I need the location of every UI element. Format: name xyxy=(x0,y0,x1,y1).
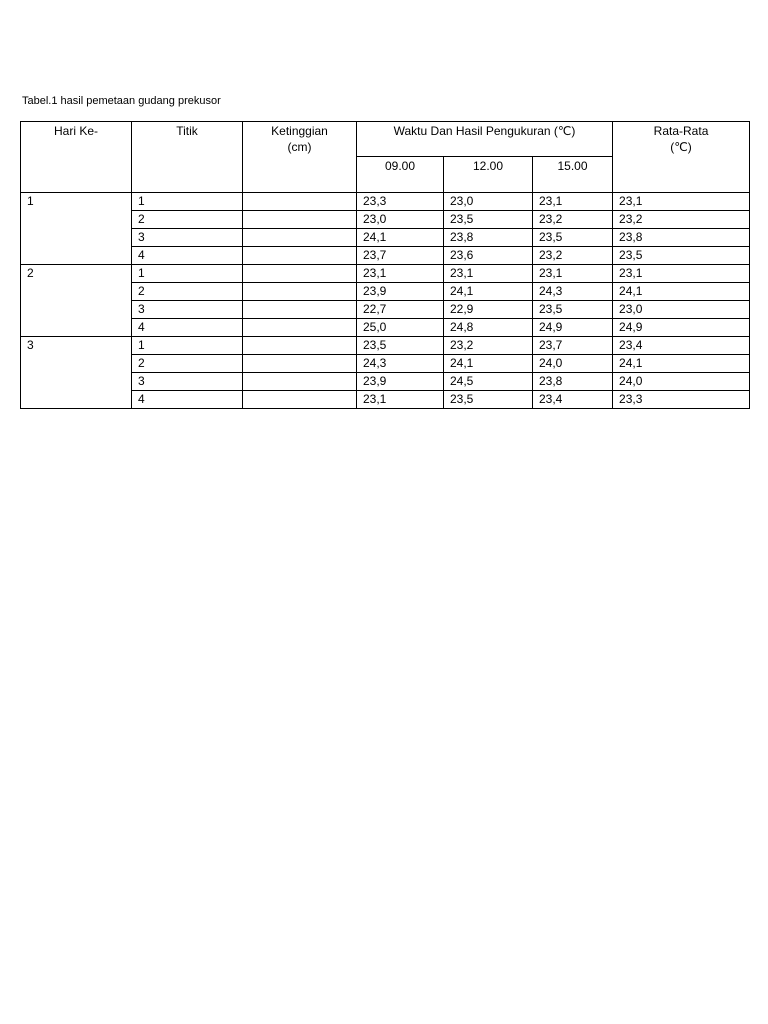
header-time-1500: 15.00 xyxy=(533,157,613,193)
cell-value-1200: 23,8 xyxy=(444,229,533,247)
header-time-0900: 09.00 xyxy=(357,157,444,193)
cell-value-1200: 22,9 xyxy=(444,301,533,319)
cell-ketinggian xyxy=(243,355,357,373)
cell-value-1200: 23,2 xyxy=(444,337,533,355)
cell-value-1500: 24,9 xyxy=(533,319,613,337)
cell-rata-rata: 23,1 xyxy=(613,265,750,283)
cell-value-1200: 23,6 xyxy=(444,247,533,265)
cell-value-0900: 22,7 xyxy=(357,301,444,319)
cell-value-1500: 23,2 xyxy=(533,211,613,229)
cell-hari: 3 xyxy=(21,337,132,409)
cell-value-1500: 23,5 xyxy=(533,301,613,319)
cell-value-1200: 24,1 xyxy=(444,283,533,301)
cell-titik: 4 xyxy=(132,391,243,409)
cell-value-1200: 24,8 xyxy=(444,319,533,337)
cell-value-0900: 23,1 xyxy=(357,391,444,409)
cell-ketinggian xyxy=(243,247,357,265)
table-row xyxy=(21,193,750,211)
cell-rata-rata: 24,1 xyxy=(613,355,750,373)
table-body xyxy=(21,193,750,409)
cell-value-0900: 25,0 xyxy=(357,319,444,337)
cell-ketinggian xyxy=(243,301,357,319)
cell-titik: 2 xyxy=(132,211,243,229)
cell-value-1500: 23,5 xyxy=(533,229,613,247)
cell-value-1200: 23,0 xyxy=(444,193,533,211)
header-ketinggian-line2: (cm) xyxy=(287,140,312,154)
header-time-1200: 12.00 xyxy=(444,157,533,193)
cell-ketinggian xyxy=(243,229,357,247)
cell-titik: 1 xyxy=(132,265,243,283)
cell-rata-rata: 23,4 xyxy=(613,337,750,355)
cell-value-1200: 23,1 xyxy=(444,265,533,283)
cell-rata-rata: 23,3 xyxy=(613,391,750,409)
header-rata-rata xyxy=(613,122,750,193)
header-hari: Hari Ke- xyxy=(21,122,132,193)
cell-hari: 2 xyxy=(21,265,132,337)
cell-value-1500: 23,7 xyxy=(533,337,613,355)
header-row-top xyxy=(21,122,750,157)
cell-rata-rata: 23,1 xyxy=(613,193,750,211)
cell-ketinggian xyxy=(243,211,357,229)
cell-titik: 2 xyxy=(132,355,243,373)
cell-value-0900: 24,1 xyxy=(357,229,444,247)
cell-value-0900: 23,9 xyxy=(357,283,444,301)
cell-value-0900: 24,3 xyxy=(357,355,444,373)
cell-ketinggian xyxy=(243,337,357,355)
cell-value-1200: 24,1 xyxy=(444,355,533,373)
cell-value-0900: 23,0 xyxy=(357,211,444,229)
cell-ketinggian xyxy=(243,265,357,283)
cell-titik: 3 xyxy=(132,373,243,391)
cell-value-1500: 23,1 xyxy=(533,193,613,211)
table-row xyxy=(21,265,750,283)
cell-ketinggian xyxy=(243,283,357,301)
cell-value-1500: 23,4 xyxy=(533,391,613,409)
cell-rata-rata: 24,1 xyxy=(613,283,750,301)
table-caption: Tabel.1 hasil pemetaan gudang prekusor xyxy=(22,95,221,107)
cell-ketinggian xyxy=(243,319,357,337)
cell-titik: 3 xyxy=(132,301,243,319)
cell-value-1500: 23,8 xyxy=(533,373,613,391)
header-rata-line1: Rata-Rata xyxy=(653,124,709,138)
cell-value-1200: 23,5 xyxy=(444,211,533,229)
cell-titik: 4 xyxy=(132,247,243,265)
header-ketinggian-line1: Ketinggian xyxy=(271,124,328,138)
cell-value-0900: 23,5 xyxy=(357,337,444,355)
cell-rata-rata: 23,8 xyxy=(613,229,750,247)
cell-value-1500: 24,0 xyxy=(533,355,613,373)
cell-rata-rata: 24,9 xyxy=(613,319,750,337)
cell-ketinggian xyxy=(243,373,357,391)
cell-titik: 2 xyxy=(132,283,243,301)
cell-ketinggian xyxy=(243,391,357,409)
cell-hari: 1 xyxy=(21,193,132,265)
cell-value-1200: 24,5 xyxy=(444,373,533,391)
cell-titik: 1 xyxy=(132,337,243,355)
cell-rata-rata: 23,0 xyxy=(613,301,750,319)
cell-titik: 3 xyxy=(132,229,243,247)
cell-value-1500: 23,1 xyxy=(533,265,613,283)
cell-value-0900: 23,3 xyxy=(357,193,444,211)
cell-value-1500: 23,2 xyxy=(533,247,613,265)
header-titik: Titik xyxy=(132,122,243,193)
cell-rata-rata: 24,0 xyxy=(613,373,750,391)
header-rata-line2: (℃) xyxy=(670,140,692,154)
measurement-table xyxy=(20,121,750,409)
cell-value-1500: 24,3 xyxy=(533,283,613,301)
cell-value-0900: 23,1 xyxy=(357,265,444,283)
cell-titik: 1 xyxy=(132,193,243,211)
cell-value-0900: 23,7 xyxy=(357,247,444,265)
header-ketinggian xyxy=(243,122,357,193)
cell-rata-rata: 23,5 xyxy=(613,247,750,265)
cell-titik: 4 xyxy=(132,319,243,337)
cell-rata-rata: 23,2 xyxy=(613,211,750,229)
table-row xyxy=(21,337,750,355)
cell-value-1200: 23,5 xyxy=(444,391,533,409)
header-waktu: Waktu Dan Hasil Pengukuran (℃) xyxy=(357,122,613,157)
cell-ketinggian xyxy=(243,193,357,211)
cell-value-0900: 23,9 xyxy=(357,373,444,391)
